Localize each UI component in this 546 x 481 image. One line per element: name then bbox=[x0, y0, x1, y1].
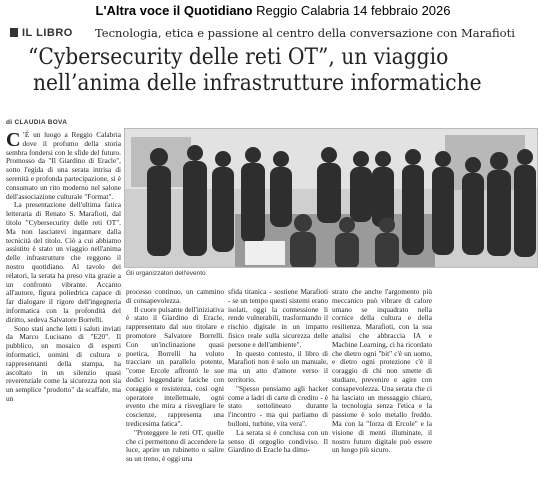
headline-line-2: nell’anima delle infrastrutture informatiche bbox=[33, 70, 482, 96]
section-tag bbox=[10, 27, 73, 39]
col4-paragraph-1: strato che anche l'argomento più meccanico può vibrare di calore umano se inquadrato nella cornice della cultura e della resilienza. Marafioti, con la sua analisi che abbraccia IA e Machine Learning, ci ha ricordato che dietro ogni "bit" c'è un uomo, e dietro ogni protezione c'è il coraggio di chi non smette di studiare, prevenire e agire con consapevolezza. Una serata che ci ha lasciato un messaggio chiaro, la tecnologia senza l'etica e la passione è solo metallo freddo. Ma con la "forza di Ercole" e la visione di menti illuminate, il nostro futuro digitale può essere un luogo più sicuro. bbox=[332, 287, 432, 455]
article-column-4 bbox=[332, 288, 432, 455]
section-tag-label: IL LIBRO bbox=[22, 27, 73, 39]
article-column-1 bbox=[6, 131, 121, 404]
article-column-3 bbox=[228, 288, 328, 455]
col3-paragraph-3: "Spesso pensiamo agli hacker come a ladri di carte di credito - è stato sottolineato durante l'incontro - ma qui parliamo di bulloni, turbine, vita vera". bbox=[228, 383, 328, 428]
col1-paragraph-1: ’È un luogo a Reggio Calabria dove il profumo della storia sembra fondersi con le sfide del futuro. Promosso da "Il Giardino di Eracle", sotto l'egida di una serata intrisa di serenità e profonda partecipazione, si è consumato un rito moderno nel salone dell'associazione culturale "Format". bbox=[6, 130, 121, 201]
col3-paragraph-2: In questo contesto, il libro di Marafioti non è solo un manuale, ma un atto d'amore verso il territorio. bbox=[228, 348, 328, 384]
section-square-icon bbox=[10, 28, 18, 37]
byline: di CLAUDIA BOVA bbox=[6, 119, 68, 126]
article-kicker: Tecnologia, etica e passione al centro della conversazione con Marafioti bbox=[95, 26, 515, 40]
article-column-2 bbox=[126, 288, 224, 464]
headline-line-1: “Cybersecurity delle reti OT”, un viaggio bbox=[28, 44, 449, 70]
photo-caption: Gli organizzatori dell'evento bbox=[126, 270, 206, 277]
col3-paragraph-4: La serata si è conclusa con un senso di orgoglio condiviso. Il Giardino di Eracle ha dimo- bbox=[228, 427, 328, 455]
drop-cap: C bbox=[6, 129, 21, 151]
col2-paragraph-2: Il cuore pulsante dell'iniziativa è stato il Giardino di Eracle, rappresentato dal suo titolare e promotore Salvatore Borrelli. Con un'inclinazione quasi poetica, Borrelli ha voluto tracciare un parallelo potente, "come Ercole affrontò le sue dodici leggendarie fatiche con coraggio e resistenza, così ogni operatore intellettuale, ogni evento che mira a risvegliare le coscienze, rappresenta una tredicesima fatica". bbox=[126, 304, 224, 428]
col2-paragraph-1: processo continuo, un cammino di consapevolezza. bbox=[126, 287, 224, 305]
col1-paragraph-3: Sono stati anche letti i saluti inviati da Marco Lucisano di "E20". Il pubblico, un mosaico di esperti informatici, uomini di cultura e rappresentanti della stampa, ha ascoltato in un silenzio quasi reverenziale come la sicurezza non sia un semplice "prodotto" da scaffale, ma un bbox=[6, 323, 121, 403]
event-photo bbox=[124, 128, 538, 268]
newspaper-masthead bbox=[0, 3, 546, 18]
place-date: Reggio Calabria 14 febbraio 2026 bbox=[256, 3, 451, 18]
newspaper-name: L'Altra voce il Quotidiano bbox=[95, 3, 253, 18]
col3-paragraph-1: sfida titanica - sostiene Marafioti - se un tempo questi sistemi erano isolati, oggi la connessione li rende vulnerabili, trasformando il rischio digitale in un impatto fisico reale sulla sicurezza delle persone e dell'ambiente". bbox=[228, 287, 328, 349]
col1-paragraph-2: La presentazione dell'ultima fatica letteraria di Renato S. Marafioti, dal titolo "Cybersecurity delle reti OT". Ma non lasciatevi ingannare dalla tecnicità del titolo. Ciò a cui abbiamo assistito è stato un viaggio nell'anima delle infrastrutture che reggono il nostro quotidiano. Al tavolo dei relatori, la serata ha preso vita grazie a un confronto vibrante. Accanto all'autore, figura poliedrica capace di far dialogare il rigore dell'ingegneria informatica con la profondità del diritto, sedeva Salvatore Borrelli. bbox=[6, 200, 121, 324]
event-photo-illustration bbox=[125, 129, 538, 268]
col2-paragraph-3: "Proteggere le reti OT, quelle che ci permettono di accendere la luce, aprire un rubinetto o salire su un treno, è oggi una bbox=[126, 427, 224, 464]
